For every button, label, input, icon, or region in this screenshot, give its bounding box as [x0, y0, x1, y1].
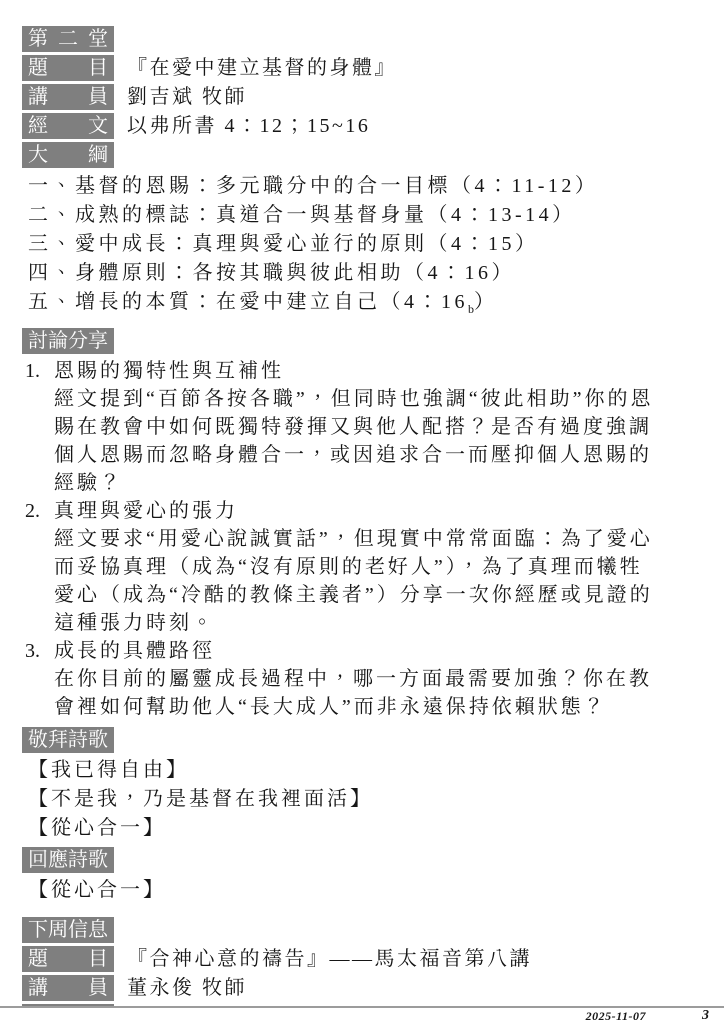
question-title: 恩賜的獨特性與互補性: [54, 360, 284, 382]
question-line: 而妥協真理（成為“沒有原則的老好人”），為了真理而犧牲: [54, 556, 643, 578]
response-hymn-label: 回應詩歌: [22, 847, 114, 873]
discussion-question-1: [22, 357, 704, 497]
speaker-label: 講員: [22, 84, 114, 110]
outline-item-text: 五、增長的本質：在愛中建立自己（4：16: [28, 291, 468, 313]
footer-date: 2025-11-07: [585, 1008, 646, 1023]
next-week-speaker-row: [22, 975, 704, 1001]
speaker-row: [22, 84, 704, 110]
topic-row: [22, 55, 704, 81]
next-week-speaker-label: 講員: [22, 975, 114, 1001]
hymn-item: 【不是我，乃是基督在我裡面活】: [28, 788, 373, 810]
question-line: 愛心（成為“冷酷的教條主義者”）分享一次你經歷或見證的: [54, 584, 653, 606]
discussion-question-3: [22, 637, 704, 721]
session-row: [22, 26, 704, 52]
question-head: [22, 497, 704, 525]
outline-label-row: [22, 142, 704, 168]
discussion-label-row: [22, 328, 704, 354]
hymn-item: 【從心合一】: [28, 817, 166, 839]
question-line: 這種張力時刻。: [54, 612, 215, 634]
outline-item-subscript: b: [468, 302, 474, 316]
question-head: [22, 357, 704, 385]
outline-item: 四、身體原則：各按其職與彼此相助（4：16）: [28, 262, 515, 284]
outline-item: [28, 288, 704, 324]
session-label: 第二堂: [22, 26, 114, 52]
outline-item: 三、愛中成長：真理與愛心並行的原則（4：15）: [28, 233, 539, 255]
question-line: 賜在教會中如何既獨特發揮又與他人配搭？是否有過度強調: [54, 416, 652, 438]
worship-hymns-label: 敬拜詩歌: [22, 727, 114, 753]
scripture-row: [22, 113, 704, 139]
next-week-label: 下周信息: [22, 917, 114, 943]
outline-item-text: ）: [474, 291, 498, 313]
sermon-outline: [28, 172, 704, 324]
topic-value: 『在愛中建立基督的身體』: [127, 57, 397, 79]
discussion-question-2: [22, 497, 704, 637]
question-body: [54, 665, 704, 721]
outline-label: 大綱: [22, 142, 114, 168]
question-line: 個人恩賜而忽略身體合一，或因追求合一而壓抑個人恩賜的: [54, 444, 652, 466]
question-line: 在你目前的屬靈成長過程中，哪一方面最需要加強？你在教: [54, 668, 652, 690]
next-week-label-row: [22, 917, 704, 943]
question-number: 1.: [25, 360, 40, 382]
next-week-speaker-value: 董永俊 牧師: [127, 977, 247, 999]
scripture-value: 以弗所書 4：12；15~16: [127, 115, 371, 137]
question-body: [54, 385, 704, 497]
question-line: 經驗？: [54, 472, 123, 494]
response-hymn-list: [22, 876, 704, 905]
worship-hymn-list: [22, 756, 704, 843]
question-line: 會裡如何幫助他人“長大成人”而非永遠保持依賴狀態？: [54, 696, 607, 718]
hymn-item: 【從心合一】: [28, 879, 166, 901]
next-week-topic-row: [22, 946, 704, 972]
worship-label-row: [22, 727, 704, 753]
question-line: 經文要求“用愛心說誠實話”，但現實中常常面臨：為了愛心: [54, 528, 653, 550]
question-head: [22, 637, 704, 665]
question-title: 真理與愛心的張力: [54, 500, 238, 522]
question-number: 2.: [25, 500, 40, 522]
next-week-topic-value: 『合神心意的禱告』——馬太福音第八講: [127, 948, 532, 970]
next-week-topic-label: 題目: [22, 946, 114, 972]
question-line: 經文提到“百節各按各職”，但同時也強調“彼此相助”你的恩: [54, 388, 654, 410]
outline-item: 二、成熟的標誌：真道合一與基督身量（4：13-14）: [28, 204, 576, 226]
speaker-value: 劉吉斌 牧師: [127, 86, 247, 108]
hymn-item: 【我已得自由】: [28, 759, 189, 781]
footer-page-number: 3: [702, 1008, 709, 1023]
scripture-label: 經文: [22, 113, 114, 139]
outline-item: 一、基督的恩賜：多元職分中的合一目標（4：11-12）: [28, 175, 599, 197]
discussion-label: 討論分享: [22, 328, 114, 354]
footer: [0, 1006, 724, 1024]
question-body: [54, 525, 704, 637]
topic-label: 題目: [22, 55, 114, 81]
response-label-row: [22, 847, 704, 873]
question-number: 3.: [25, 640, 40, 662]
question-title: 成長的具體路徑: [54, 640, 215, 662]
